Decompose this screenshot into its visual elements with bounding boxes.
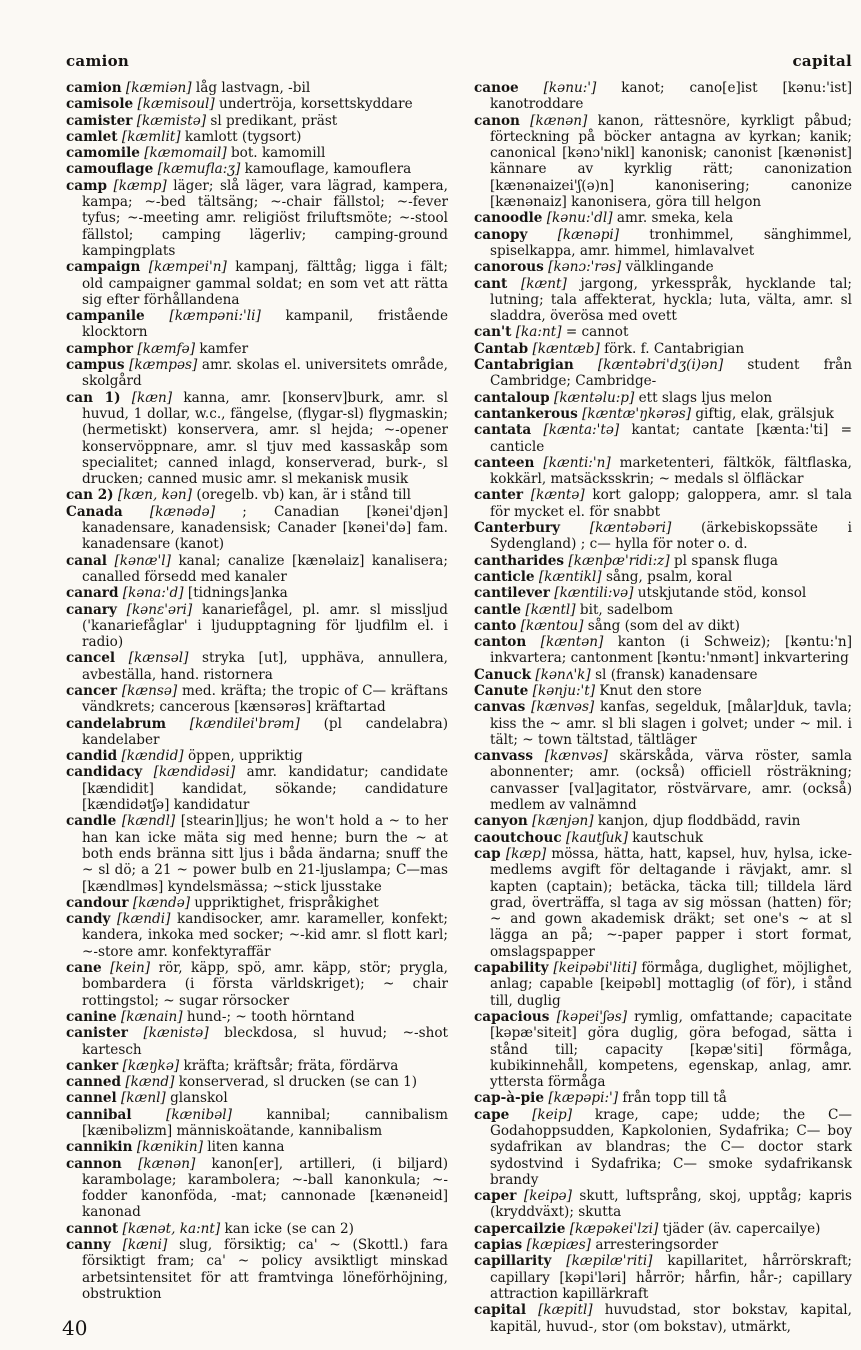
- entry-headword: canal: [66, 552, 107, 569]
- entry-headword: cannon: [66, 1155, 122, 1172]
- entry-pronunciation: [kæntou]: [520, 617, 584, 634]
- entry-definition: huvudstad, stor bokstav, kapital, kapitäl, huvud-, stor (om bokstav), utmärkt,: [490, 1302, 852, 1335]
- entry-headword: cane: [66, 960, 102, 977]
- entry-headword: candle: [66, 813, 117, 830]
- dictionary-entry: [66, 602, 448, 651]
- dictionary-entry: [474, 520, 852, 553]
- dictionary-entry: [66, 178, 448, 259]
- entry-definition: kantat; cantate [kænta:'ti] = canticle: [490, 422, 852, 455]
- entry-definition: (oregelb. vb) kan, är i stånd till: [196, 487, 411, 504]
- dictionary-entry: [474, 455, 852, 488]
- dictionary-entry: [474, 324, 852, 340]
- entry-pronunciation: [kæntili:və]: [554, 585, 634, 602]
- dictionary-entry: [66, 487, 448, 503]
- dictionary-entry: [474, 634, 852, 667]
- dictionary-entry: [474, 227, 852, 260]
- entry-definition: kanot; cano[e]ist [kənu:'ist] kanotroddare: [490, 80, 852, 113]
- entry-headword: candour: [66, 894, 129, 911]
- entry-definition: låg lastvagn, -bil: [195, 80, 311, 96]
- entry-pronunciation: [kæmfə]: [137, 340, 196, 357]
- entry-pronunciation: [kæpəpi:']: [548, 1090, 619, 1107]
- entry-definition: sl predikant, präst: [210, 112, 338, 129]
- entry-definition: kanjon, djup floddbädd, ravin: [597, 813, 801, 830]
- entry-headword: cantata: [474, 422, 532, 439]
- entry-definition: jargong, yrkesspråk, hycklande tal; lutning; tala affekterat, hyckla; luta, välta, amr. sl sladdra, överösa med ovett: [490, 275, 852, 325]
- dictionary-entry: [474, 259, 852, 275]
- entry-headword: can 1): [66, 389, 121, 406]
- entry-definition: bot. kamomill: [230, 145, 326, 162]
- entry-headword: canny: [66, 1237, 111, 1254]
- entry-pronunciation: [kənju:'t]: [532, 682, 596, 699]
- dictionary-entry: [474, 1302, 852, 1335]
- entry-headword: canton: [474, 634, 527, 651]
- entry-pronunciation: [kændə]: [132, 894, 191, 911]
- entry-definition: från topp till tå: [622, 1090, 727, 1107]
- dictionary-entry: [474, 1221, 852, 1237]
- entry-headword: canister: [66, 1025, 128, 1042]
- entry-headword: canto: [474, 617, 517, 634]
- dictionary-entry: [66, 1090, 448, 1106]
- entry-pronunciation: [kæŋkə]: [122, 1057, 180, 1074]
- dictionary-entry: [474, 569, 852, 585]
- entry-definition: pl spansk fluga: [673, 552, 779, 569]
- dictionary-entry: [66, 113, 448, 129]
- dictionary-entry: [474, 667, 852, 683]
- entry-pronunciation: [kæni]: [122, 1237, 168, 1254]
- entry-definition: kapillaritet, hårrörskraft; capillary [kəpi'ləri] hårrör; hårfin, hår-; capillary attraction kapillärkraft: [490, 1253, 852, 1302]
- entry-pronunciation: [kautʃuk]: [566, 829, 628, 846]
- entry-pronunciation: [kæntæb]: [532, 340, 600, 357]
- entry-definition: tronhimmel, sänghimmel, spiselkappa, amr. himmel, himlavalvet: [490, 226, 852, 259]
- entry-pronunciation: [kænibəl]: [166, 1106, 232, 1123]
- entry-pronunciation: [kænsəl]: [128, 650, 189, 667]
- dictionary-entry: [474, 406, 852, 422]
- entry-pronunciation: [kənɛ'əri]: [126, 601, 193, 618]
- entry-pronunciation: [kæmpei'n]: [148, 259, 227, 276]
- dictionary-entry: [474, 585, 852, 601]
- dictionary-entry: [66, 1058, 448, 1074]
- entry-pronunciation: [kænən]: [138, 1155, 196, 1172]
- dictionary-entry: [66, 1025, 448, 1058]
- dictionary-entry: [474, 699, 852, 748]
- entry-headword: capillarity: [474, 1253, 552, 1270]
- entry-headword: camisole: [66, 96, 134, 113]
- dictionary-entry: [66, 960, 448, 1009]
- entry-headword: candidacy: [66, 764, 143, 781]
- entry-pronunciation: [kænəpi]: [557, 226, 620, 243]
- entry-pronunciation: [kæmlit]: [121, 128, 181, 145]
- entry-headword: canker: [66, 1057, 119, 1074]
- dictionary-entry: [66, 357, 448, 390]
- entry-pronunciation: [kæmomail]: [144, 145, 227, 162]
- entry-definition: öppen, uppriktig: [187, 748, 303, 765]
- entry-definition: kamlott (tygsort): [184, 128, 302, 145]
- entry-pronunciation: [kəpei'ʃəs]: [556, 1008, 627, 1025]
- dictionary-entry: [66, 129, 448, 145]
- dictionary-entry: [66, 650, 448, 683]
- entry-headword: canyon: [474, 813, 528, 830]
- entry-headword: canoodle: [474, 210, 543, 227]
- entry-definition: förmåga, duglighet, möjlighet, anlag; capable [keipəbl] mottaglig (of för), i stånd till, duglig: [490, 960, 853, 1009]
- entry-headword: canary: [66, 601, 117, 618]
- entry-definition: student från Cambridge; Cambridge-: [490, 357, 852, 390]
- entry-headword: capability: [474, 960, 549, 977]
- entry-headword: cap-à-pie: [474, 1090, 544, 1107]
- dictionary-entry: [474, 748, 852, 813]
- dictionary-entry: [66, 1074, 448, 1090]
- entry-pronunciation: [kæn]: [131, 389, 173, 406]
- entry-definition: sång (som del av dikt): [587, 617, 740, 634]
- dictionary-entry: [66, 553, 448, 586]
- entry-definition: skutt, luftsprång, skoj, upptåg; kapris (kryddväxt); skutta: [490, 1188, 853, 1221]
- entry-pronunciation: [kænd]: [125, 1074, 175, 1091]
- entry-definition: arresteringsorder: [595, 1237, 719, 1254]
- dictionary-entry: [66, 308, 448, 341]
- entry-pronunciation: [kæmpəs]: [129, 357, 198, 374]
- entry-definition: ett slags ljus melon: [638, 389, 773, 406]
- entry-headword: cantilever: [474, 585, 550, 602]
- entry-definition: (pl candelabra) kandelaber: [82, 715, 448, 748]
- dictionary-entry: [474, 276, 852, 325]
- entry-definition: stryka [ut], upphäva, annullera, avbeställa, hand. ristornera: [82, 650, 449, 683]
- entry-headword: canon: [474, 112, 520, 129]
- entry-definition: kandisocker, amr. karameller, konfekt; kandera, inkoka med socker; ~-kid amr. sl flott karl; ~-store amr. konfektyraffär: [82, 911, 448, 960]
- dictionary-entry: [474, 422, 852, 455]
- entry-pronunciation: [kənɔ:'rəs]: [548, 259, 622, 276]
- dictionary-entry: [66, 895, 448, 911]
- entry-definition: sl (fransk) kanadensare: [595, 666, 758, 683]
- entry-definition: kamouflage, kamouflera: [244, 161, 412, 178]
- dictionary-entry: [66, 259, 448, 308]
- entry-pronunciation: [ka:nt]: [515, 324, 562, 341]
- dictionary-entry: [66, 1139, 448, 1155]
- entry-pronunciation: [kæntikl]: [538, 568, 602, 585]
- entry-headword: campaign: [66, 259, 141, 276]
- entry-pronunciation: [kæntl]: [525, 601, 576, 618]
- entry-pronunciation: [kæmufla:ʒ]: [157, 161, 241, 178]
- entry-headword: can 2): [66, 487, 114, 504]
- entry-definition: kautschuk: [632, 829, 704, 846]
- entry-pronunciation: [keip]: [532, 1106, 573, 1123]
- entry-definition: glanskol: [170, 1090, 228, 1107]
- entry-definition: skärskåda, värva röster, samla abonnenter; amr. (också) officiell rösträkning; canvasser [val]agitator, röstvärvare, amr. (också) medlem av valnämnd: [490, 748, 852, 814]
- entry-pronunciation: [kænikin]: [136, 1139, 203, 1156]
- entry-definition: amr. smeka, kela: [616, 210, 734, 227]
- dictionary-entry: [474, 113, 852, 211]
- dictionary-entry: [474, 210, 852, 226]
- running-header: [66, 52, 852, 72]
- entry-pronunciation: [kæmp]: [113, 177, 167, 194]
- dictionary-entry: [474, 960, 852, 1009]
- entry-headword: camlet: [66, 128, 118, 145]
- dictionary-entry: [66, 911, 448, 960]
- entry-definition: läger; slå läger, vara lägrad, kampera, kampa; ~-bed tältsäng; ~-chair fällstol; ~-fever tyfus; ~-meeting amr. religiöst friluftsmöte; ~-stool fällstol; camping lägerliv; camping-ground kampingplats: [82, 177, 448, 259]
- entry-pronunciation: [kænvəs]: [544, 748, 608, 765]
- entry-pronunciation: [kændilei'brəm]: [189, 715, 300, 732]
- dictionary-entry: [66, 161, 448, 177]
- entry-pronunciation: [kæp]: [505, 845, 547, 862]
- entry-headword: camouflage: [66, 161, 154, 178]
- entry-pronunciation: [kein]: [110, 960, 151, 977]
- entry-definition: Knut den store: [599, 682, 702, 699]
- entry-headword: canoe: [474, 80, 519, 96]
- entry-headword: cantaloup: [474, 389, 550, 406]
- entry-headword: cape: [474, 1106, 510, 1123]
- entry-headword: Canterbury: [474, 520, 561, 537]
- entry-headword: canopy: [474, 226, 528, 243]
- dictionary-entry: [474, 357, 852, 390]
- entry-pronunciation: [kæmiən]: [125, 80, 192, 96]
- entry-headword: canticle: [474, 568, 535, 585]
- dictionary-entry: [66, 585, 448, 601]
- entry-pronunciation: [kæpiæs]: [526, 1237, 591, 1254]
- dictionary-entry: [66, 813, 448, 894]
- entry-pronunciation: [kæntæ'ŋkərəs]: [582, 405, 692, 422]
- dictionary-entry: [474, 341, 852, 357]
- entry-definition: välklingande: [625, 259, 714, 276]
- entry-headword: cannot: [66, 1220, 119, 1237]
- entry-definition: kanfas, segelduk, [målar]duk, tavla; kiss the ~ amr. sl bli slagen i golvet; under ~ mil. i tält; ~ town tältstad, tältläger: [490, 699, 852, 748]
- entry-pronunciation: [kæpilæ'riti]: [566, 1253, 653, 1270]
- entry-definition: sång, psalm, koral: [605, 568, 733, 585]
- entry-definition: kanariefågel, pl. amr. sl missljud ('kanariefåglar' i ljudupptagning för ljudfilm el. i radio): [82, 601, 449, 651]
- entry-pronunciation: [kənu:'dl]: [546, 210, 613, 227]
- entry-pronunciation: [kænvəs]: [531, 699, 595, 716]
- entry-headword: cannel: [66, 1090, 117, 1107]
- entry-pronunciation: [kænta:'tə]: [543, 422, 620, 439]
- entry-definition: mössa, hätta, hatt, kapsel, huv, hylsa, icke-medlems avgift för deltagande i rävjakt, amr. sl kapten (captain); betäcka, täcka till; tilldela lärd grad, överträffa, sl taga av sig mössan (hatten) för; ~ and gown akademisk dräkt; set one's ~ at sl lägga an på; ~-paper papper i stort format, omslagspapper: [490, 845, 853, 960]
- dictionary-entry: [474, 1009, 852, 1090]
- entry-pronunciation: [keipə]: [523, 1188, 572, 1205]
- entry-definition: kampanil, fristående klocktorn: [82, 308, 448, 341]
- entry-definition: kannibal; cannibalism [kænibəlizm] människoätande, kannibalism: [82, 1106, 448, 1139]
- entry-headword: cap: [474, 845, 501, 862]
- entry-pronunciation: [keipəbi'liti]: [553, 960, 637, 977]
- entry-pronunciation: [kæn, kən]: [117, 487, 192, 504]
- entry-definition: ; Canadian [kənei'djən] kanadensare, kanadensisk; Canader [kənei'də] fam. kanadensare (kanot): [82, 503, 449, 553]
- entry-headword: cannikin: [66, 1139, 133, 1156]
- entry-headword: Canute: [474, 682, 529, 699]
- entry-headword: canvass: [474, 748, 533, 765]
- entry-definition: [tidnings]anka: [187, 585, 288, 602]
- dictionary-entry: [474, 553, 852, 569]
- entry-pronunciation: [kænjən]: [532, 813, 594, 830]
- entry-pronunciation: [kæmisoul]: [137, 96, 215, 113]
- entry-pronunciation: [kænsə]: [121, 682, 178, 699]
- dictionary-entry: [66, 683, 448, 716]
- guide-word-left: camion: [66, 52, 130, 70]
- dictionary-entry: [66, 96, 448, 112]
- entry-headword: capital: [474, 1302, 527, 1319]
- entry-definition: konserverad, sl drucken (se can 1): [178, 1074, 418, 1091]
- entry-headword: cantharides: [474, 552, 565, 569]
- entry-definition: kamfer: [199, 340, 249, 357]
- dictionary-entry: [66, 390, 448, 488]
- entry-headword: campus: [66, 357, 125, 374]
- dictionary-entry: [66, 1107, 448, 1140]
- entry-definition: bleckdosa, sl huvud; ~-shot kartesch: [82, 1025, 448, 1058]
- entry-pronunciation: [kənʌ'k]: [535, 666, 591, 683]
- dictionary-entry: [66, 748, 448, 764]
- entry-pronunciation: [kænti:'n]: [543, 454, 611, 471]
- entry-definition: amr. kandidatur; candidate [kændidit] kandidat, sökande; candidature [kændidətʃə] kandidatur: [82, 764, 449, 814]
- entry-definition: liten kanna: [207, 1139, 285, 1156]
- entry-pronunciation: [kæntəbri'dʒ(i)ən]: [597, 357, 724, 374]
- dictionary-entry: [474, 1090, 852, 1106]
- entry-headword: canorous: [474, 259, 544, 276]
- entry-headword: Cantabrigian: [474, 357, 574, 374]
- entry-headword: camomile: [66, 145, 140, 162]
- dictionary-entry: [66, 1221, 448, 1237]
- entry-pronunciation: [kæpəkei'lzi]: [569, 1220, 659, 1237]
- entry-definition: kanal; canalize [kænəlaiz] kanalisera; canalled försedd med kanaler: [82, 552, 448, 585]
- entry-pronunciation: [kənæ'l]: [114, 552, 171, 569]
- entry-headword: capacious: [474, 1008, 550, 1025]
- dictionary-entry: [474, 846, 852, 960]
- entry-headword: cancel: [66, 650, 116, 667]
- entry-definition: amr. skolas el. universitets område, skolgård: [82, 357, 448, 390]
- entry-definition: tjäder (äv. capercailye): [662, 1220, 821, 1237]
- entry-headword: Canuck: [474, 666, 532, 683]
- dictionary-entry: [66, 341, 448, 357]
- entry-headword: camister: [66, 112, 133, 129]
- entry-headword: Canada: [66, 503, 123, 520]
- entry-headword: Cantab: [474, 340, 529, 357]
- entry-headword: canard: [66, 585, 119, 602]
- dictionary-entry: [66, 1156, 448, 1221]
- entry-definition: undertröja, korsettskyddare: [218, 96, 413, 113]
- entry-pronunciation: [kændidəsi]: [153, 764, 236, 781]
- entry-headword: camp: [66, 177, 107, 194]
- entry-definition: kräfta; kräftsår; fräta, fördärva: [183, 1057, 399, 1074]
- entry-pronunciation: [kæmpəni:'li]: [169, 308, 261, 325]
- entry-definition: kanon[er], artilleri, (i biljard) karambolage; karambolera; ~-ball kanonkula; ~-fodder kanonföda, -mat; cannonade [kænəneid] kanonad: [82, 1155, 448, 1221]
- entry-pronunciation: [kænt]: [520, 275, 567, 292]
- guide-word-right: capital: [792, 52, 852, 70]
- entry-headword: cancer: [66, 682, 118, 699]
- dictionary-entry: [474, 1188, 852, 1221]
- entry-pronunciation: [kæntəlu:p]: [554, 389, 635, 406]
- entry-definition: bit, sadelbom: [579, 601, 674, 618]
- dictionary-entry: [474, 602, 852, 618]
- dictionary-entry: [474, 390, 852, 406]
- entry-definition: krage, cape; udde; the C— Godahoppsudden, Kapkolonien, Sydafrika; C— boy sydafrikan av blandras; the C— doctor stark sydostvind i Sydafrika; C— smoke sydafrikansk brandy: [490, 1106, 853, 1188]
- entry-pronunciation: [kæntə]: [530, 487, 585, 504]
- entry-headword: campanile: [66, 308, 145, 325]
- entry-headword: camphor: [66, 340, 134, 357]
- left-column: [66, 80, 448, 1302]
- entry-headword: caoutchouc: [474, 829, 562, 846]
- dictionary-entry: [66, 716, 448, 749]
- entry-definition: kampanj, fälttåg; ligga i fält; old campaigner gammal soldat; en som vet att rätta sig efter förhållandena: [82, 259, 448, 308]
- entry-definition: förk. f. Cantabrigian: [604, 340, 745, 357]
- entry-definition: kanton (i Schweiz); [kəntu:'n] inkvartera; cantonment [kəntu:'nmənt] inkvartering: [490, 634, 852, 667]
- entry-headword: canine: [66, 1008, 117, 1025]
- dictionary-entry: [474, 1253, 852, 1302]
- entry-pronunciation: [kæpitl]: [538, 1302, 593, 1319]
- entry-headword: cannibal: [66, 1106, 132, 1123]
- entry-definition: uppriktighet, frispråkighet: [194, 894, 379, 911]
- page-number: 40: [62, 1316, 88, 1340]
- dictionary-entry: [474, 487, 852, 520]
- entry-definition: hund-; ~ tooth hörntand: [186, 1008, 355, 1025]
- entry-pronunciation: [kæntəbəri]: [589, 520, 672, 537]
- dictionary-entry: [66, 1237, 448, 1302]
- entry-definition: rör, käpp, spö, amr. käpp, stör; prygla, bombardera (i första världskriget); ~ chair rottingstol; ~ sugar rörsocker: [82, 960, 448, 1009]
- entry-headword: candelabrum: [66, 715, 167, 732]
- dictionary-entry: [474, 1237, 852, 1253]
- entry-definition: slug, försiktig; ca' ~ (Skottl.) fara försiktigt fram; ca' ~ policy avsiktligt minskad arbetsintensitet för att framtvinga löneförhöjning, obstruktion: [82, 1237, 449, 1302]
- entry-headword: cantle: [474, 601, 522, 618]
- entry-pronunciation: [kənu:']: [543, 80, 597, 96]
- entry-pronunciation: [kæmistə]: [136, 112, 207, 129]
- entry-pronunciation: [kænl]: [121, 1090, 166, 1107]
- entry-headword: canned: [66, 1074, 122, 1091]
- entry-pronunciation: [kænþæ'ridi:z]: [568, 552, 670, 569]
- dictionary-entry: [474, 618, 852, 634]
- entry-definition: kanna, amr. [konserv]burk, amr. sl huvud, 1 dollar, w.c., fängelse, (flygar-sl) flygmaskin; (hermetiskt) konservera, amr. sl hejda; ~-opener konservöppnare, amr. sl tjuv med kassaskåp som specialitet; canned inlagd, konserverad, burk-, sl drucken; canned music amr. sl mekanisk musik: [82, 389, 448, 488]
- entry-headword: cant: [474, 275, 508, 292]
- entry-pronunciation: [kænistə]: [143, 1025, 209, 1042]
- entry-headword: camion: [66, 80, 122, 96]
- entry-headword: candid: [66, 748, 118, 765]
- dictionary-entry: [66, 1009, 448, 1025]
- entry-definition: med. kräfta; the tropic of C— kräftans vändkrets; cancerous [kænsərəs] kräftartad: [82, 682, 448, 716]
- dictionary-entry: [474, 813, 852, 829]
- entry-headword: caper: [474, 1188, 517, 1205]
- dictionary-entry: [66, 145, 448, 161]
- entry-definition: marketenteri, fältkök, fältflaska, kokkärl, matsäcksskrin; ~ medals sl ölfläckar: [490, 454, 853, 488]
- entry-definition: kan icke (se can 2): [224, 1220, 354, 1237]
- entry-definition: = cannot: [565, 324, 629, 341]
- entry-headword: cantankerous: [474, 405, 578, 422]
- entry-pronunciation: [kænət, ka:nt]: [122, 1220, 221, 1237]
- entry-headword: can't: [474, 324, 512, 341]
- dictionary-entry: [66, 764, 448, 813]
- dictionary-entry: [474, 80, 852, 113]
- entry-definition: utskjutande stöd, konsol: [637, 585, 807, 602]
- entry-definition: [stearin]ljus; he won't hold a ~ to her han kan icke mäta sig med henne; burn the ~ at both ends bränna sitt ljus i båda ändarna; snuff the ~ sl dö; a 21 ~ power bulb en 21-ljuslampa; C—mas [kændlməs] kyndelsmässa; ~stick ljusstake: [82, 813, 448, 895]
- entry-headword: canter: [474, 487, 524, 504]
- entry-headword: candy: [66, 911, 111, 928]
- entry-headword: canvas: [474, 699, 526, 716]
- entry-definition: kort galopp; galoppera, amr. sl tala för mycket el. för snabbt: [490, 487, 853, 520]
- entry-pronunciation: [kændid]: [121, 748, 184, 765]
- entry-pronunciation: [kændl]: [121, 813, 176, 830]
- entry-pronunciation: [kænain]: [121, 1008, 183, 1025]
- dictionary-entry: [474, 683, 852, 699]
- entry-pronunciation: [kæntən]: [540, 634, 604, 651]
- entry-headword: capias: [474, 1237, 523, 1254]
- entry-definition: rymlig, omfattande; capacitate [kəpæ'siteit] göra duglig, göra befogad, sätta i stånd till; capacity [kəpæ'siti] förmåga, kubikinnehåll, kompetens, egenskap, anlag, amr. yttersta förmåga: [490, 1008, 852, 1091]
- entry-definition: (ärkebiskopssäte i Sydengland) ; c— hylla för noter o. d.: [490, 520, 852, 553]
- entry-headword: canteen: [474, 454, 535, 471]
- entry-pronunciation: [kændi]: [116, 911, 171, 928]
- dictionary-entry: [66, 504, 448, 553]
- entry-headword: capercailzie: [474, 1220, 566, 1237]
- entry-pronunciation: [kænədə]: [149, 503, 216, 520]
- entry-pronunciation: [kænən]: [530, 112, 588, 129]
- dictionary-entry: [474, 830, 852, 846]
- entry-definition: giftig, elak, grälsjuk: [695, 405, 834, 422]
- dictionary-entry: [474, 1107, 852, 1188]
- right-column: [474, 80, 852, 1335]
- entry-pronunciation: [kəna:'d]: [122, 585, 184, 602]
- entry-definition: kanon, rättesnöre, kyrkligt påbud; förteckning på böcker antagna av kyrkan; kanik; canonical [kənɔ'nikl] kanonisk; canonist [kænənist] kännare av kyrklig rätt; canonization [kænənaizei'ʃ(ə)n] kanonisering; canonize [kænənaiz] kanonisera, göra till helgon: [490, 112, 853, 211]
- dictionary-entry: [66, 80, 448, 96]
